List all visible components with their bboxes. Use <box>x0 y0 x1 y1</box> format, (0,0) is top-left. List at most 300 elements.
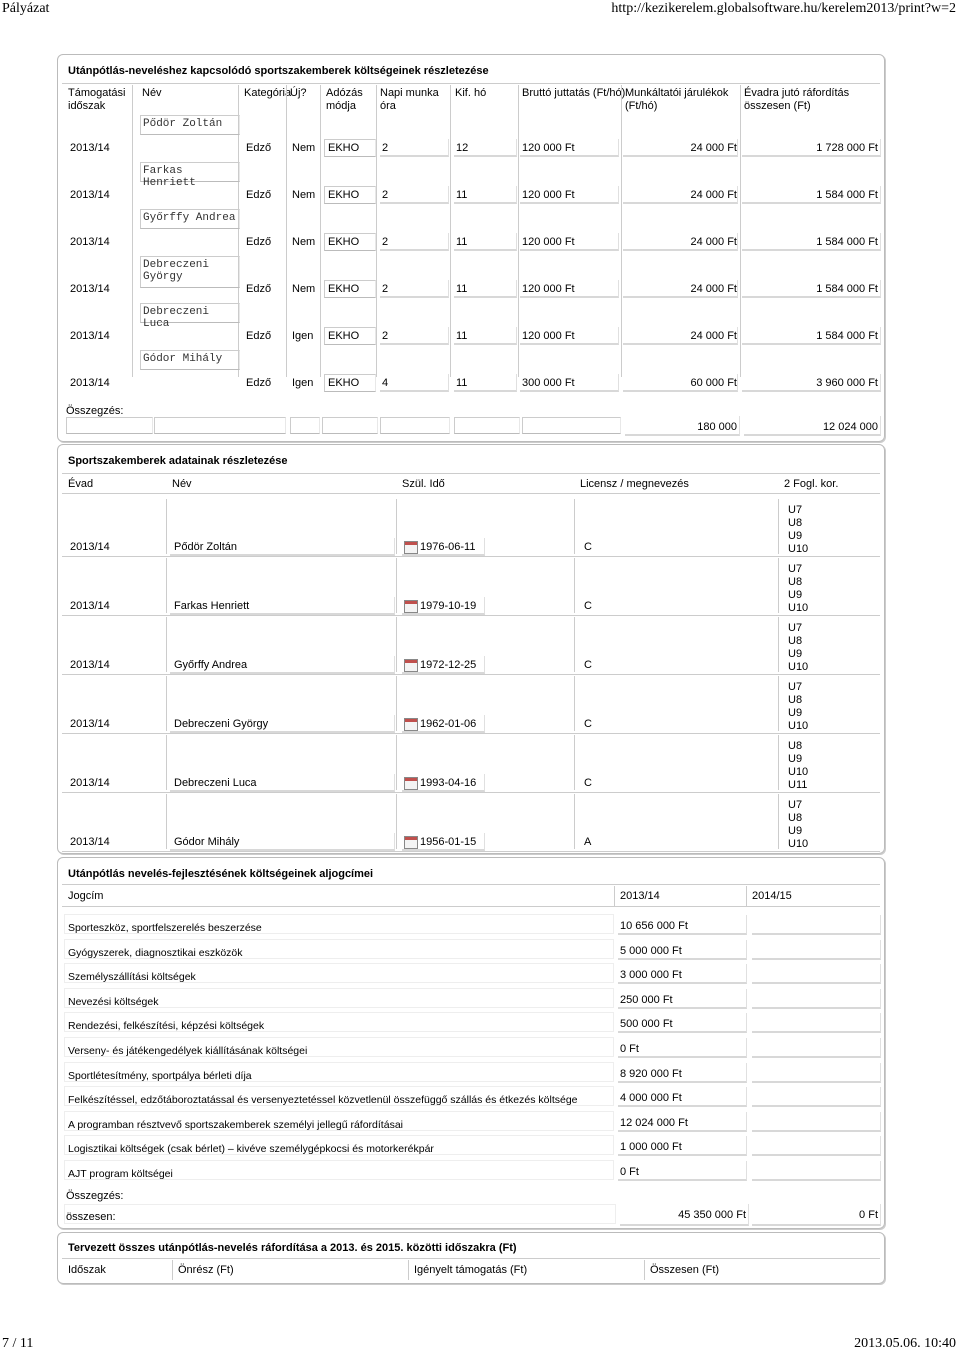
age-group: U9 <box>788 753 803 765</box>
gross-field <box>520 374 619 392</box>
row-period: 2013/14 <box>70 189 110 201</box>
row-contrib: 60 000 Ft <box>690 377 737 389</box>
age-group: U10 <box>788 661 809 673</box>
staff-season: 2013/14 <box>70 718 110 730</box>
birth-field <box>402 538 485 556</box>
total-field <box>742 327 881 345</box>
summary-empty-field <box>66 417 153 434</box>
column-divider <box>518 85 519 377</box>
col-header-category: Kategória <box>244 87 292 99</box>
row-hours: 2 <box>382 283 389 295</box>
staff-name-field <box>140 256 240 288</box>
summary-empty-field <box>154 417 286 434</box>
staff-license: C <box>584 718 592 730</box>
row-tax: EKHO <box>328 236 360 248</box>
subcost-y2-field <box>752 1136 881 1156</box>
months-field <box>454 233 517 251</box>
divider <box>62 884 880 885</box>
row-category: Edző <box>246 330 272 342</box>
staff-name: Farkas Henriett <box>143 165 196 189</box>
column-divider <box>286 85 287 377</box>
age-group: U8 <box>788 517 803 529</box>
row-tax: EKHO <box>328 377 360 389</box>
staff-name: Gódor Mihály <box>174 836 240 848</box>
row-hours: 4 <box>382 377 389 389</box>
subcost-label-field <box>64 1062 614 1082</box>
row-divider <box>62 792 880 793</box>
page-url: http://kezikerelem.globalsoftware.hu/kerelem2013/print?w=2 <box>611 1 956 16</box>
row-gross: 120 000 Ft <box>522 283 575 295</box>
row-period: 2013/14 <box>70 377 110 389</box>
row-category: Edző <box>246 142 272 154</box>
staff-name: Debreczeni György <box>143 259 210 283</box>
row-contrib: 24 000 Ft <box>690 236 737 248</box>
row-divider <box>62 674 880 675</box>
row-gross: 300 000 Ft <box>522 377 575 389</box>
page-number: 7 / 11 <box>2 1336 34 1351</box>
summary-contrib-total: 180 000 <box>697 421 737 433</box>
row-gross: 120 000 Ft <box>522 236 575 248</box>
divider <box>62 906 880 907</box>
total-field <box>742 374 881 392</box>
row-total: 1 584 000 Ft <box>816 236 878 248</box>
subcost-label-field <box>64 939 614 959</box>
column-divider <box>574 499 575 554</box>
birth-field <box>402 597 485 615</box>
staff-name-field <box>170 715 395 733</box>
gross-field <box>520 233 619 251</box>
col-header-contrib: Munkáltatói járulékok (Ft/hó) <box>625 87 729 112</box>
subcost-y2-field <box>752 1161 881 1181</box>
row-new: Igen <box>292 330 314 342</box>
subcost-label: Személyszállítási költségek <box>68 971 196 984</box>
staff-panel <box>57 444 885 854</box>
row-contrib: 24 000 Ft <box>690 330 737 342</box>
col-header-hours: Napi munka óra <box>380 87 439 112</box>
age-group: U8 <box>788 812 803 824</box>
staff-season: 2013/14 <box>70 659 110 671</box>
row-total: 1 584 000 Ft <box>816 330 878 342</box>
total-field <box>742 186 881 204</box>
summary-grand-total: 12 024 000 <box>822 421 878 433</box>
staff-season: 2013/14 <box>70 541 110 553</box>
summary-field-underline <box>744 416 881 436</box>
staff-name-field <box>140 303 240 330</box>
months-field <box>454 327 517 345</box>
column-divider <box>408 1260 409 1280</box>
row-gross: 120 000 Ft <box>522 189 575 201</box>
row-hours: 2 <box>382 330 389 342</box>
age-group: U7 <box>788 504 803 516</box>
total-field <box>742 280 881 298</box>
row-total: 1 728 000 Ft <box>816 142 878 154</box>
column-divider <box>778 558 779 613</box>
column-divider <box>574 558 575 613</box>
birth-field <box>402 774 485 792</box>
contrib-field <box>623 280 738 298</box>
age-group: U7 <box>788 681 803 693</box>
column-divider <box>320 85 321 377</box>
costs-panel <box>57 54 885 442</box>
subcost-y1: 0 Ft <box>620 1166 639 1178</box>
row-new: Nem <box>292 142 316 154</box>
costs-summary-label: Összegzés: <box>66 405 124 417</box>
row-new: Nem <box>292 236 316 248</box>
row-hours: 2 <box>382 236 389 248</box>
column-divider <box>574 676 575 731</box>
subcost-y1-field <box>618 1063 747 1083</box>
subcost-y1: 4 000 000 Ft <box>620 1092 682 1105</box>
staff-name-field <box>140 162 240 189</box>
row-divider <box>62 851 880 852</box>
summary-empty-field <box>454 417 520 434</box>
row-hours: 2 <box>382 142 389 154</box>
contrib-field <box>623 233 738 251</box>
column-divider <box>778 499 779 554</box>
row-months: 11 <box>456 189 468 201</box>
birth-field <box>402 715 485 733</box>
column-divider <box>396 735 397 790</box>
gross-field <box>520 280 619 298</box>
hours-field <box>380 374 449 392</box>
subcost-y1: 1 000 000 Ft <box>620 1141 682 1154</box>
subcost-y1-field <box>618 1161 747 1181</box>
hours-field <box>380 233 449 251</box>
contrib-field <box>623 139 738 157</box>
staff-name: Pődör Zoltán <box>143 118 223 130</box>
column-divider <box>450 85 451 377</box>
gross-field <box>520 327 619 345</box>
total-y1-field <box>620 1204 749 1226</box>
subcost-label: AJT program költségei <box>68 1168 173 1180</box>
document-title: Pályázat <box>2 1 50 16</box>
row-months: 11 <box>456 330 468 342</box>
subcosts-panel <box>57 857 885 1229</box>
column-divider <box>778 794 779 849</box>
staff-season: 2013/14 <box>70 836 110 848</box>
hours-field <box>380 327 449 345</box>
column-divider <box>396 499 397 554</box>
planned-header-requested: Igényelt támogatás (Ft) <box>414 1264 528 1276</box>
staff-name: Gódor Mihály <box>143 353 223 365</box>
months-field <box>454 280 517 298</box>
staff-name: Pődör Zoltán <box>174 541 237 553</box>
column-divider <box>396 617 397 672</box>
tax-field <box>324 233 376 251</box>
contrib-field <box>623 374 738 392</box>
subcost-y1: 12 024 000 Ft <box>620 1116 688 1129</box>
row-category: Edző <box>246 377 272 389</box>
subcost-y1: 500 000 Ft <box>620 1018 673 1031</box>
subcost-label-field <box>64 1037 614 1057</box>
row-new: Nem <box>292 189 316 201</box>
staff-license: C <box>584 600 592 612</box>
summary-empty-field <box>322 417 378 434</box>
col-header-name: Név <box>142 87 162 99</box>
staff-header-birth: Szül. Idő <box>402 478 445 490</box>
staff-name: Debreczeni Luca <box>174 777 257 789</box>
age-group: U8 <box>788 635 803 647</box>
subcost-label-field <box>64 1012 614 1032</box>
summary-empty-field <box>522 417 621 434</box>
tax-field <box>324 280 376 298</box>
row-months: 11 <box>456 377 468 389</box>
column-divider <box>396 558 397 613</box>
divider <box>62 493 880 494</box>
summary-field-underline <box>625 416 740 436</box>
row-tax: EKHO <box>328 283 360 295</box>
staff-title: Sportszakemberek adatainak részletezése <box>68 455 288 467</box>
col-header-new: Új? <box>290 87 307 99</box>
age-group: U9 <box>788 648 803 660</box>
row-contrib: 24 000 Ft <box>690 283 737 295</box>
staff-name: Győrffy Andrea <box>143 212 236 224</box>
subcosts-total-y2: 0 Ft <box>859 1209 878 1221</box>
subcosts-total-label: összesen: <box>66 1211 116 1223</box>
staff-birth: 1993-04-16 <box>420 777 477 789</box>
hours-field <box>380 186 449 204</box>
column-divider <box>166 794 167 849</box>
staff-header-license: Licensz / megnevezés <box>580 478 689 490</box>
staff-name-field <box>140 209 240 229</box>
age-group: U10 <box>788 766 809 778</box>
row-contrib: 24 000 Ft <box>690 189 737 201</box>
age-group: U7 <box>788 563 803 575</box>
staff-name: Debreczeni Luca <box>143 306 210 330</box>
subcost-y1-field <box>618 1038 747 1058</box>
subcost-y2-field <box>752 915 881 935</box>
subcost-label: Felkészítéssel, edzőtáboroztatással és versenyeztetéssel közvetlenül összefüggő szállás és étkezés költsége <box>68 1094 578 1107</box>
staff-name: Győrffy Andrea <box>174 659 248 671</box>
subcost-label-field <box>64 1111 614 1131</box>
column-divider <box>166 499 167 554</box>
subcost-y1-field <box>618 940 747 960</box>
staff-season: 2013/14 <box>70 777 110 789</box>
row-contrib: 24 000 Ft <box>690 142 737 154</box>
column-divider <box>396 794 397 849</box>
subcost-label-field <box>64 1086 614 1106</box>
age-group: U9 <box>788 530 803 542</box>
row-months: 12 <box>456 142 469 154</box>
column-divider <box>778 617 779 672</box>
subcost-y1-field <box>618 964 747 984</box>
subcost-y2-field <box>752 1112 881 1132</box>
staff-birth: 1979-10-19 <box>420 600 477 612</box>
summary-empty-field <box>380 417 450 434</box>
staff-header-name: Név <box>172 478 192 490</box>
staff-license: A <box>584 836 592 848</box>
age-group: U9 <box>788 589 803 601</box>
subcost-y1-field <box>618 915 747 935</box>
months-field <box>454 374 517 392</box>
column-divider <box>166 735 167 790</box>
gross-field <box>520 139 619 157</box>
age-group: U8 <box>788 694 803 706</box>
subcost-y1: 10 656 000 Ft <box>620 920 688 932</box>
row-hours: 2 <box>382 189 389 201</box>
subcost-label-field <box>64 1160 614 1180</box>
planned-header-period: Időszak <box>68 1264 106 1276</box>
subcosts-header-y2: 2014/15 <box>752 890 792 902</box>
age-group: U10 <box>788 543 809 555</box>
row-tax: EKHO <box>328 189 360 201</box>
staff-birth: 1976-06-11 <box>420 541 476 553</box>
total-y2-field <box>752 1204 881 1226</box>
column-divider <box>172 1260 173 1280</box>
months-field <box>454 139 517 157</box>
subcost-label-field <box>64 988 614 1008</box>
subcost-y2-field <box>752 940 881 960</box>
total-field <box>742 139 881 157</box>
print-footer <box>0 1336 960 1354</box>
staff-name-field <box>140 350 240 370</box>
divider <box>62 1258 880 1259</box>
column-divider <box>574 617 575 672</box>
column-divider <box>396 676 397 731</box>
staff-name-field <box>170 774 395 792</box>
age-group: U11 <box>788 779 808 791</box>
staff-birth: 1956-01-15 <box>420 836 477 848</box>
subcost-label-field <box>64 914 614 934</box>
row-gross: 120 000 Ft <box>522 330 575 342</box>
staff-name-field <box>140 115 240 135</box>
column-divider <box>166 617 167 672</box>
hours-field <box>380 280 449 298</box>
subcost-y1-field <box>618 1013 747 1033</box>
column-divider <box>166 558 167 613</box>
staff-header-age: 2 Fogl. kor. <box>784 478 839 490</box>
age-group: U7 <box>788 799 803 811</box>
row-gross: 120 000 Ft <box>522 142 575 154</box>
divider <box>62 473 880 474</box>
row-category: Edző <box>246 189 272 201</box>
print-header <box>0 0 960 18</box>
col-header-period: Támogatási időszak <box>68 87 126 112</box>
column-divider <box>644 1260 645 1280</box>
subcost-y2-field <box>752 1063 881 1083</box>
column-divider <box>614 886 615 906</box>
tax-field <box>324 327 376 345</box>
subcosts-summary-label: Összegzés: <box>66 1190 124 1202</box>
subcosts-total-y1: 45 350 000 Ft <box>678 1209 746 1221</box>
age-group: U10 <box>788 602 809 614</box>
column-divider <box>376 85 377 377</box>
column-divider <box>778 676 779 731</box>
staff-name: Debreczeni György <box>174 718 269 730</box>
row-period: 2013/14 <box>70 142 110 154</box>
planned-header-own: Önrész (Ft) <box>178 1264 234 1276</box>
subcost-y1: 3 000 000 Ft <box>620 969 682 982</box>
planned-header-total: Összesen (Ft) <box>650 1264 720 1276</box>
planned-panel <box>57 1232 885 1284</box>
row-category: Edző <box>246 236 272 248</box>
subcost-label-field <box>64 963 614 983</box>
col-header-total: Évadra jutó ráfordítás összesen (Ft) <box>744 87 850 112</box>
staff-name-field <box>170 656 395 674</box>
months-field <box>454 186 517 204</box>
staff-name-field <box>170 833 395 851</box>
row-tax: EKHO <box>328 330 360 342</box>
subcost-y1: 5 000 000 Ft <box>620 944 682 957</box>
summary-empty-field <box>290 417 320 434</box>
column-divider <box>166 676 167 731</box>
planned-title: Tervezett összes utánpótlás-nevelés ráfordítása a 2013. és 2015. közötti időszakra (Ft) <box>68 1242 517 1254</box>
staff-name-field <box>170 538 395 556</box>
print-datetime: 2013.05.06. 10:40 <box>854 1336 956 1351</box>
subcosts-header-title: Jogcím <box>68 890 104 902</box>
column-divider <box>574 735 575 790</box>
subcost-y1-field <box>618 989 747 1009</box>
subcost-label: Nevezési költségek <box>68 995 159 1008</box>
row-divider <box>62 615 880 616</box>
subcost-y2-field <box>752 1087 881 1107</box>
row-category: Edző <box>246 283 272 295</box>
subcost-y1: 250 000 Ft <box>620 993 673 1006</box>
costs-title: Utánpótlás-neveléshez kapcsolódó sportszakemberek költségeinek részletezése <box>68 65 489 77</box>
subcost-label: Sportlétesítmény, sportpálya bérleti díja <box>68 1069 252 1082</box>
subcost-label: Sporteszköz, sportfelszerelés beszerzése <box>68 922 262 934</box>
subcost-y2-field <box>752 1038 881 1058</box>
age-group: U10 <box>788 838 809 850</box>
tax-field <box>324 139 376 157</box>
subcost-y1-field <box>618 1136 747 1156</box>
subcost-y2-field <box>752 964 881 984</box>
staff-license: C <box>584 777 592 789</box>
subcosts-title: Utánpótlás nevelés-fejlesztésének költségeinek aljogcímei <box>68 868 374 880</box>
staff-name: Farkas Henriett <box>174 600 250 612</box>
age-group: U7 <box>788 622 803 634</box>
row-period: 2013/14 <box>70 283 110 295</box>
staff-header-season: Évad <box>68 478 94 490</box>
subcost-y2-field <box>752 1013 881 1033</box>
row-tax: EKHO <box>328 142 360 154</box>
column-divider <box>778 735 779 790</box>
row-months: 11 <box>456 236 468 248</box>
contrib-field <box>623 186 738 204</box>
staff-season: 2013/14 <box>70 600 110 612</box>
gross-field <box>520 186 619 204</box>
tax-field <box>324 186 376 204</box>
row-months: 11 <box>456 283 468 295</box>
staff-birth: 1972-12-25 <box>420 659 477 671</box>
column-divider <box>740 85 741 377</box>
total-field <box>742 233 881 251</box>
subcost-label-field <box>64 1135 614 1155</box>
row-divider <box>62 556 880 557</box>
row-new: Igen <box>292 377 314 389</box>
age-group: U9 <box>788 707 803 719</box>
tax-field <box>324 374 376 392</box>
staff-license: C <box>584 659 592 671</box>
subcost-label: Logisztikai költségek (csak bérlet) – kivéve személygépkocsi és motorkerékpár <box>68 1143 434 1156</box>
staff-license: C <box>584 541 592 553</box>
row-period: 2013/14 <box>70 236 110 248</box>
divider <box>62 83 880 84</box>
row-total: 1 584 000 Ft <box>816 283 878 295</box>
row-total: 3 960 000 Ft <box>816 377 878 389</box>
age-group: U8 <box>788 740 803 752</box>
staff-name-field <box>170 597 395 615</box>
subcost-label: Gyógyszerek, diagnosztikai eszközök <box>68 946 243 959</box>
age-group: U9 <box>788 825 803 837</box>
row-divider <box>62 733 880 734</box>
subcost-y1: 0 Ft <box>620 1043 639 1055</box>
birth-field <box>402 656 485 674</box>
subcosts-header-y1: 2013/14 <box>620 890 660 902</box>
col-header-months: Kif. hó <box>455 87 487 99</box>
column-divider <box>132 85 133 377</box>
row-new: Nem <box>292 283 316 295</box>
